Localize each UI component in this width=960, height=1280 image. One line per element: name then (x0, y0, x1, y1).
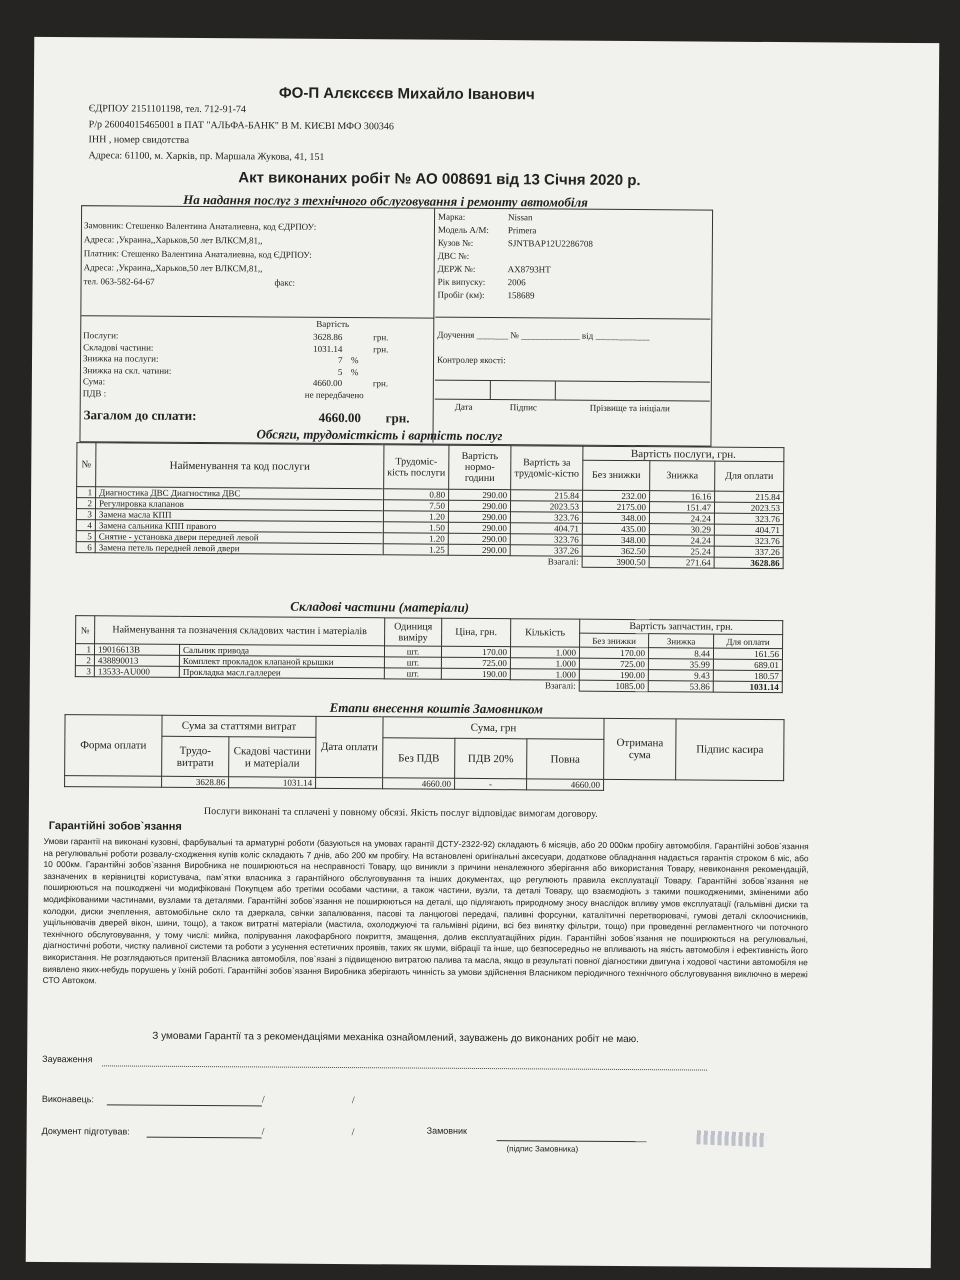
cost-label: Вартість (316, 318, 350, 330)
cell-nodisc: 362.50 (582, 545, 649, 556)
warranty-text: Умови гарантії на виконані кузовні, фарбувальні та арматурні роботи (базуються на умовах гарантії ДСТУ-2322-92) складають 6 місяців, або 20 000км пробігу автомобіля. Гарантійні зобов`язання на регулювальні роботи розвалу-сходження купів коліс складають 7 днів, або 200 км пробігу. На встановлені оригінальні аксесуари, додаткове обладнання надається гарантія строком 6 міс, або 10 000км. Гарантійні зобов`язання Виробника не поширюються на несправності Товару, що виникли з причини неналежного зберігання або використання Товару, невиконання рекомендацій, зазначених в керівництві користувача, пам`ятки власника з гарантійного обслуговування та інших документах, що регулюють правила експлуатації Товару. Гарантійні зобов`язання не поширюються на пошкоджені чи модифіковані Покупцем або третіми особами частини, а також частини, вузли, та деталі Товару, що взаємодіють з такими пошкодженими, зміненими або модифікованими частинами, вузлами та деталями. Гарантійні зобов`язання не поширюються на деталі, що підлягають природному зносу внаслідок впливу умов експлуатації (гальмівні диски та колодки, диски зчеплення, автомобільне скло та дзеркала, свічки запалювання, пасові та ланцюгові передачі, паливні форсунки, каталітичні перетворювачі, гумові деталі склоочисників, ущільнювачів дверей вікон, шини, тощо), а також витратні матеріали (мастила, охолоджуючі та гальмівні рідини, всі без винятку фільтри, тощо) при проведенні регламентного чи поточного технічного обслуговування, у тому числі: мийка, полірування лакофарбного покриття, змащення, долив експлуатаційних рідин. Гарантійні зобов`язання не поширюються на регулювальні, діагностичні роботи, чистку паливної системи та роботи з усунення естетичних проявів, таких як шуми, вібрації та інше, що безпосередньо не впливають на якість автомобіля і ефективність його використання. Не розглядаються притензії Власника автомобіля, пов`язані з підвищеною витратою палива та масла, якщо в результаті повної діагностики двигуна і ходової частини автомобіля не виявлено яких-небудь порушень у їхній роботі. Гарантійні зобов`язання Виробника зберігають чинність за умови здійснення Власником періодичного технічного обслуговування виключно в мережі СТО Автоком. (42, 835, 809, 986)
executor-label: Виконавець: (41, 1093, 94, 1105)
cell-cost: 323.76 (510, 534, 582, 546)
col-sum: Сума, грн (383, 717, 604, 740)
cell-disc: 24.24 (649, 513, 714, 524)
mileage-value: 158689 (507, 290, 535, 301)
info-block (79, 205, 713, 446)
cell-full: 4660.00 (527, 779, 604, 791)
company-title: ФО-П Алєксєєв Михайло Іванович (278, 84, 535, 104)
cell-nodisc: 725.00 (579, 658, 648, 669)
col-no-discount: Без знижки (583, 460, 650, 490)
customer-address: Адреса: ,Украина,,Харьков,50 лет ВЛКСМ,81,, (83, 234, 263, 246)
col-qty: Кількість (511, 619, 580, 647)
cell-no-vat: 4660.00 (383, 778, 455, 790)
cell-pay: 337.26 (714, 546, 783, 557)
col-labor-cost: Вартість за трудоміс-кістю (511, 446, 583, 491)
services-note: Послуги виконані та сплачені у повному обсязі. Якість послуг відповідає вимогам договору. (203, 806, 598, 820)
cell-code: 13533-AU000 (94, 666, 179, 678)
col-parts-cost: Вартість запчастин, грн. (580, 619, 783, 634)
cell-num: 1 (77, 487, 96, 498)
act-subtitle: На надання послуг з технічного обслуговування і ремонту автомобіля (183, 191, 588, 210)
customer-sign-line (497, 1140, 647, 1142)
cell-name: Диагностика ДВС Диагностика ДВС (96, 487, 384, 500)
cell-code: 19016613B (94, 644, 179, 656)
cell-labor: 1.20 (383, 511, 448, 522)
cell-rate: 290.00 (448, 511, 510, 522)
cell-num: 2 (75, 655, 94, 666)
body-label: Кузов №: (437, 237, 474, 248)
remarks-line (102, 1065, 707, 1070)
total-pay: 3628.86 (714, 557, 783, 568)
agreement-text: З умовами Гарантії та з рекомендаціями механіка ознайомлений, зауважень до виконаних робіт не маю. (152, 1030, 639, 1046)
vat-label: ПДВ : (82, 387, 107, 398)
services-total-value: 3628.86 (313, 331, 343, 343)
cell-labor: 1.50 (383, 522, 448, 533)
cell-rate: 290.00 (448, 533, 510, 544)
parts-title: Складові частини (матеріали) (290, 598, 470, 615)
plate-label: ДЕРЖ №: (437, 263, 476, 274)
cell-parts: 1031.14 (229, 777, 316, 789)
cell-qty: 1.000 (510, 669, 579, 680)
parts-total-label: Складові частини: (83, 341, 154, 353)
remarks-label: Зауваження (42, 1053, 93, 1065)
cell-num: 2 (76, 498, 95, 509)
col-pay-form: Форма оплати (65, 715, 162, 777)
parts-table (75, 615, 783, 693)
cell-qty: 1.000 (510, 647, 579, 658)
col-to-pay: Для оплати (715, 461, 784, 491)
services-title: Обсяги, трудомісткість і вартість послуг (256, 426, 503, 444)
client-phone: тел. 063-582-64-67 (83, 276, 155, 287)
grand-total-label: Загалом до сплати: (83, 407, 197, 423)
payer-name: Платник: Стешенко Валентина Анаталиевна, код ЄДРПОУ: (83, 248, 312, 260)
services-table (76, 442, 785, 569)
plate-value: AX8793HT (507, 264, 551, 275)
cell-rate: 290.00 (448, 522, 510, 533)
grand-total-currency: грн. (385, 410, 410, 426)
customer-sign-caption: (підпис Замовника) (506, 1144, 579, 1154)
cell-num: 1 (75, 644, 94, 655)
cell-num: 6 (76, 542, 95, 553)
cell-name: Сальник привода (179, 644, 384, 656)
discount-services-label: Знижка на послуги: (83, 353, 159, 364)
cell-rate: 290.00 (448, 544, 510, 555)
cell-nodisc: 435.00 (582, 523, 649, 534)
mileage-label: Пробіг (км): (437, 289, 485, 301)
cell-disc: 151.47 (649, 502, 714, 513)
col-labor: Трудоміс-кість послуги (384, 445, 449, 489)
cell-nodisc: 348.00 (582, 534, 649, 545)
cell-price: 190.00 (441, 668, 510, 679)
col-full: Повна (527, 739, 604, 780)
cell-rate: 290.00 (448, 500, 510, 511)
cell-cost: 323.76 (510, 512, 582, 524)
cell-price: 725.00 (441, 657, 510, 668)
total-disc: 53.86 (648, 681, 713, 692)
payment-title: Етапи внесення коштів Замовником (329, 699, 544, 717)
vat-value: не передбачено (304, 389, 364, 400)
cell-labor: 1.20 (383, 533, 448, 544)
col-price: Ціна, грн. (442, 618, 511, 646)
cell-pay: 180.57 (713, 670, 782, 681)
totals-box (80, 315, 434, 442)
col-no-vat: Без ПДВ (383, 738, 455, 779)
total-nodisc: 3900.50 (582, 556, 649, 567)
cell-name: Замена петель передней левой двери (95, 542, 383, 555)
cell-num: 3 (75, 666, 94, 677)
cell-rate: 290.00 (449, 489, 511, 500)
discount-parts-value: 5 (337, 366, 343, 377)
cell-name: Снятие - установка двери передней левой (95, 531, 383, 544)
total-label: Взагалі: (75, 677, 579, 692)
cell-cost: 404.71 (510, 523, 582, 535)
cell-cost: 2023.53 (510, 501, 582, 513)
col-parts: Скадові частини и матеріали (229, 737, 316, 778)
payment-table (64, 714, 784, 792)
currency-label: грн. (373, 343, 389, 354)
client-box (81, 206, 435, 318)
cell-received (604, 779, 676, 791)
col-service-name: Найменування та код послуги (96, 443, 384, 489)
model-value: Primera (507, 225, 537, 236)
stamp-mark (696, 1130, 767, 1147)
cell-pay: 323.76 (714, 535, 783, 546)
cell-qty: 1.000 (510, 658, 579, 669)
currency-label: грн. (372, 378, 389, 389)
total-disc: 271.64 (649, 557, 714, 568)
cell-price: 170.00 (441, 646, 510, 657)
cell-num: 5 (76, 531, 95, 542)
payer-address: Адреса: ,Украина,,Харьков,50 лет ВЛКСМ,81,, (83, 262, 263, 274)
customer-name: Замовник: Стешенко Валентина Анаталиевна, код ЄДРПОУ: (83, 220, 317, 232)
col-num: № (76, 616, 95, 644)
col-rate: Вартість нормо-години (449, 445, 511, 489)
cell-pay: 404.71 (714, 524, 783, 535)
cell-disc: 35.99 (648, 659, 713, 670)
col-part-name: Найменування та позначення складових частин і матеріалів (95, 616, 385, 646)
col-unit: Одиниця виміру (385, 618, 442, 646)
cell-unit: шт. (384, 668, 441, 679)
cell-pay: 323.76 (714, 513, 783, 524)
cell-disc: 24.24 (649, 535, 714, 546)
warranty-title: Гарантійні зобов`язання (48, 819, 182, 833)
grand-total-value: 4660.00 (318, 409, 361, 426)
year-label: Рік випуску: (437, 276, 486, 288)
cell-pay: 161.56 (713, 648, 782, 659)
percent-label: % (351, 355, 359, 366)
cell-pay: 689.01 (713, 659, 782, 670)
body-value: SJNTBAP12U2286708 (507, 238, 593, 249)
cell-labor: 0.80 (384, 489, 449, 500)
cell-labor: 7.50 (383, 500, 448, 511)
cell-labor: 1.25 (383, 544, 448, 555)
cell-num: 3 (76, 509, 95, 520)
col-to-pay: Для оплати (714, 634, 783, 648)
sum-value: 4660.00 (312, 377, 343, 389)
cell-pay: 2023.53 (714, 502, 783, 513)
engine-label: ДВС №: (437, 250, 470, 261)
cell-disc: 8.44 (648, 648, 713, 659)
vehicle-box (435, 209, 711, 320)
requisite-line: Адреса: 61100, м. Харків, пр. Маршала Жукова, 41, 151 (88, 149, 325, 163)
prepared-label: Документ підготував: (41, 1125, 130, 1137)
control-box (434, 318, 710, 445)
client-fax: факс: (274, 277, 296, 288)
cell-nodisc: 190.00 (579, 669, 648, 680)
cell-name: Комплект прокладок клапаной крышки (179, 655, 384, 667)
requisite-line: Р/р 26004015465001 в ПАТ "АЛЬФА-БАНК" В М. КИЄВІ МФО 300346 (88, 118, 394, 132)
act-document: ФО-П Алєксєєв Михайло Іванович ЄДРПОУ 2151101198, тел. 712-91-74 Р/р 26004015465001 в ПАТ "АЛЬФА-БАНК" В М. КИЄВІ МФО 300346 ІНН , номер свидотства Адреса: 61100, м. Харків, пр. Маршала Жукова, 41, 151 Акт виконаних робіт № АО 008691 від 13 Січня 2020 р. На надання послуг з технічного обслуговування і ремонту автомобіля Замовник: Стешенко Валентина Анаталиевна, код ЄДРПОУ: Адреса: ,Украина,,Харьков,50 лет ВЛКСМ,81,, Платник: Стешенко Валентина Анаталиевна, код ЄДРПОУ: Адреса: ,Украина,,Харьков,50 лет ВЛКСМ,81,, тел. 063-582-64-67 факс: Марка: Nissan Модель А/М: Primera Кузов №: SJNTBAP12U2286708 ДВС №: ДЕРЖ №: AX8793HT Рік випуску: 2006 Пробіг (км): 158689 Вартість Послуги: 3628.86 грн. Складові частини: 1031.14 грн. Знижка на послуги: 7 % Знижка на скл. чатини: 5 % Сума: 4660.00 грн. ПДВ : не передбачено Загалом до сплати: 4660.00 грн. Доучення _______ № _____________ від ____________ Контролер якості: Дата Підпис Прізвище та ініціали Обсяги, трудомісткість і вартість послуг № Найменування та код послуги Трудоміс-кість послуги Вартість нормо-години Вартість за трудоміс-кістю Вартість послуги, грн. Без знижки Знижка Для оплати 1 Диагностика ДВС Диагностика ДВС 0.80 290.00 215.84 232.00 16.16 215.84 2 Регулировка клапанов 7.50 290.00 2023.53 2175.00 151.47 2023.53 3 Замена масла КПП 1.20 290.00 323.76 348.00 24.24 323.76 4 Замена сальника КПП правого 1.50 290.00 404.71 435.00 30.29 404.71 5 Снятие - установка двери передней левой 1.20 290.00 323.76 348.00 24.24 323.76 6 Замена петель передней левой двери 1.25 290.00 337.26 362.50 25.24 337.26 Взагалі: 3900.50 271.64 3628.86 Складові частини (матеріали) № Найменування та позначення складових частин і матеріалів Одиниця виміру Ціна, грн. Кількість Вартість запчастин, грн. Без знижки Знижка Для оплати 1 19016613B Сальник привода шт. 170.00 1.000 170.00 8.44 161.56 2 438890013 Комплект прокладок клапаной крышки шт. 725.00 1.000 725.00 35.99 689.01 3 13533-AU000 Прокладка масл.галлереи шт. 190.00 1.000 190.00 9.43 180.57 Взагалі: 1085.00 53.86 1031.14 Етапи внесення коштів Замовником Форма оплати Сума за статтями витрат Дата оплати Сума, грн Отримана сума Підпис касира Трудо-витрати Скадові частини и матеріали Без ПДВ ПДВ 20% Повна 3628.86 1031.14 4660.00 - 4660.00 Послуги виконані та сплачені у повному обсязі. Якість послуг відповідає вимогам договору. Гарантійні зобов`язання Умови гарантії на виконані кузовні, фарбувальні та арматурні роботи (базуються на умовах гарантії ДСТУ-2322-92) складають 6 місяців, або 20 000км пробігу автомобіля. Гарантійні зобов`язання на регулювальні роботи розвалу-сходження купів коліс складають 7 днів, або 200 км пробігу. На встановлені оригінальні аксесуари, додаткове обладнання надається гарантія строком 6 міс, або 10 000км. Гарантійні зобов`язання Виробника не поширюються на несправності Товару, що виникли з причини неналежного зберігання або використання Товару, невиконання рекомендацій, зазначених в керівництві користувача, пам`ятки власника з гарантійного обслуговування та інших документах, що регулюють правила експлуатації Товару. Гарантійні зобов`язання не поширюються на пошкоджені чи модифіковані Покупцем або третіми особами частини, а також частини, вузли, та деталі Товару, що взаємодіють з такими пошкодженими, зміненими або модифікованими частинами, вузлами та деталями. Гарантійні зобов`язання не поширюються на деталі, що підлягають природному зносу внаслідок впливу умов експлуатації (гальмівні диски та колодки, диски зчеплення, автомобільне скло та дзеркала, свічки запалювання, пасові та ланцюгові передачі, паливні форсунки, каталітичні перетворювачі, гумові деталі склоочисників, ущільнювачів дверей вікон, шини, тощо), а також витратні матеріали (мастила, охолоджуючі та гальмівні рідини, всі без винятку фільтри, тощо) при проведенні регламентного чи поточного технічного обслуговування, у тому числі: мийка, полірування лакофарбного покриття, змащення, долив експлуатаційних рідин. Гарантійні зобов`язання не поширюються на регулювальні, діагностичні роботи, чистку паливної системи та роботи з усунення естетичних проявів, таких як шуми, вібрації та інше, що безпосередньо не впливають на якість автомобіля і ефективність його використання. Не розглядаються притензії Власника автомобіля, пов`язані з підвищеною витратою палива та масла, якщо в результаті повної діагностики двигуна і ходової частини автомобіля не виявлено яких-небудь порушень у їхній роботі. Гарантійні зобов`язання Виробника зберігають чинність за умови здійснення Власником періодичного технічного обслуговування виключно в мережі СТО Автоком. З умовами Гарантії та з рекомендаціями механіка ознайомлений, зауважень до виконаних робіт не маю. Зауваження Виконавець: / / Документ підготував: / / Замовник (підпис Замовника) (26, 37, 940, 1268)
year-value: 2006 (507, 277, 526, 288)
col-num: № (77, 443, 96, 487)
executor-line (107, 1104, 262, 1106)
col-vat: ПДВ 20% (455, 738, 527, 779)
col-discount: Знижка (649, 634, 714, 648)
discount-services-value: 7 (338, 354, 343, 366)
cell-code: 438890013 (94, 655, 179, 667)
requisite-line: ІНН , номер свидотства (88, 134, 190, 146)
requisite-line: ЄДРПОУ 2151101198, тел. 712-91-74 (88, 103, 246, 116)
total-nodisc: 1085.00 (579, 680, 648, 691)
delivery-line: Доучення _______ № _____________ від ____________ (437, 329, 650, 342)
cell-unit: шт. (384, 657, 441, 668)
signature-caption: Підпис (509, 402, 537, 413)
cell-form (65, 776, 162, 788)
cell-cost: 215.84 (511, 490, 583, 502)
percent-label: % (350, 366, 359, 377)
col-no-discount: Без знижки (580, 633, 649, 647)
currency-label: грн. (373, 332, 389, 343)
col-labor: Трудо-витрати (162, 736, 229, 776)
cell-cost: 337.26 (510, 545, 582, 557)
cell-disc: 16.16 (650, 491, 715, 502)
col-discount: Знижка (650, 461, 715, 491)
cell-date (316, 777, 383, 788)
quality-controller-label: Контролер якості: (437, 354, 506, 366)
cell-labor: 3628.86 (162, 776, 229, 787)
cell-num: 4 (76, 520, 95, 531)
services-total-label: Послуги: (83, 330, 119, 341)
cell-name: Прокладка масл.галлереи (179, 666, 384, 678)
parts-total-value: 1031.14 (313, 343, 343, 354)
cell-name: Замена сальника КПП правого (95, 520, 383, 533)
cell-nodisc: 232.00 (583, 490, 650, 501)
cell-name: Замена масла КПП (95, 509, 383, 522)
cell-pay: 215.84 (715, 491, 784, 502)
col-service-cost: Вартість послуги, грн. (583, 446, 784, 461)
cell-cashier (676, 780, 784, 792)
make-value: Nissan (508, 212, 533, 223)
name-caption: Прізвище та ініціали (589, 402, 670, 414)
act-title: Акт виконаних робіт № АО 008691 від 13 Січня 2020 р. (238, 169, 641, 190)
discount-parts-label: Знижка на скл. чатини: (82, 364, 172, 376)
col-cashier: Підпис касира (676, 719, 784, 781)
model-label: Модель А/М: (437, 224, 489, 236)
company-requisites (88, 101, 394, 165)
cell-nodisc: 348.00 (582, 512, 649, 523)
customer-sign-label: Замовник (426, 1125, 468, 1136)
col-pay-date: Дата оплати (316, 716, 383, 777)
col-received: Отримана сума (604, 718, 676, 780)
total-label: Взагалі: (76, 553, 582, 568)
cell-vat: - (455, 778, 527, 790)
cell-nodisc: 170.00 (579, 647, 648, 658)
col-sum-by-items: Сума за статтями витрат (162, 715, 316, 737)
total-pay: 1031.14 (713, 681, 782, 692)
cell-unit: шт. (384, 646, 441, 657)
cell-nodisc: 2175.00 (582, 501, 649, 512)
cell-disc: 25.24 (649, 546, 714, 557)
date-caption: Дата (454, 401, 473, 412)
make-label: Марка: (438, 211, 466, 222)
prepared-line (147, 1137, 262, 1139)
signature-row (435, 380, 710, 402)
cell-name: Регулировка клапанов (95, 498, 383, 511)
cell-disc: 30.29 (649, 524, 714, 535)
cell-disc: 9.43 (648, 670, 713, 681)
sum-label: Сума: (82, 376, 106, 387)
